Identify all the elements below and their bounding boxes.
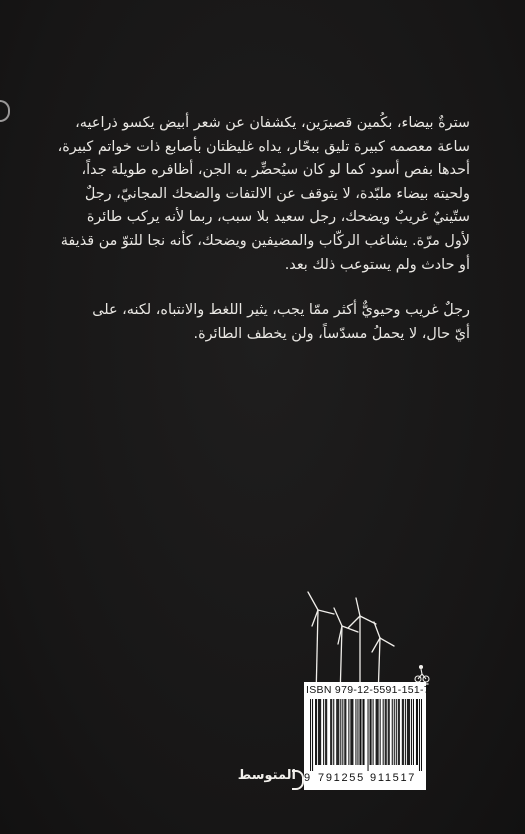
barcode-bar <box>378 699 379 765</box>
barcode-bar <box>373 699 374 765</box>
barcode-bar <box>407 699 408 765</box>
barcode-bar <box>394 699 395 765</box>
barcode-bar <box>413 699 414 765</box>
barcode-bar <box>318 699 319 765</box>
barcode-bar <box>380 699 381 765</box>
blurb-line: أحدها بفص أسود كما لو كان سيُحضِّر به الجن، أظافره طويلة جداً، <box>81 162 470 179</box>
barcode-bar <box>337 699 338 765</box>
blurb-line: أو حادث ولم يستوعب ذلك بعد. <box>284 256 470 273</box>
barcode-bar <box>392 699 393 765</box>
barcode-bar <box>333 699 334 765</box>
barcode-digits-group-2: 911517 <box>370 772 417 784</box>
barcode-bar <box>325 699 326 765</box>
barcode-bar <box>323 699 324 765</box>
isbn-label: ISBN 979-12-5591-151-7 <box>306 684 430 696</box>
blurb-line: ستّينيٌ غريبٌ ويضحك، رجل سعيد بلا سبب، ربما لأنه يركب طائرة <box>86 209 470 226</box>
barcode-bar <box>411 699 412 765</box>
barcode-bar <box>371 699 372 765</box>
blurb-line: أيّ حال، لا يحملُ مسدّساً، ولن يخطف الطائرة. <box>193 325 470 342</box>
barcode-bar <box>376 699 377 765</box>
barcode-bar <box>398 699 399 765</box>
barcode-bar <box>331 699 332 765</box>
barcode-bar <box>319 699 320 765</box>
barcode-bar <box>386 699 387 765</box>
barcode-bar <box>377 699 378 765</box>
barcode-bar <box>368 699 369 771</box>
barcode-bar <box>316 699 317 765</box>
barcode-bar <box>355 699 356 765</box>
barcode-bar <box>383 699 384 765</box>
blurb-line: رجلٌ غريب وحيويٌّ أكثر ممّا يجب، يثير اللغط والانتباه، لكنه، على <box>92 302 470 319</box>
blurb-line: ساعة معصمه كبيرة تليق ببحّار، يداه غليظتان بأصابع ذات خواتم كبيرة، <box>57 138 470 155</box>
barcode-bar <box>359 699 360 765</box>
barcode-bar <box>370 699 371 765</box>
blurb-line: سترةٌ بيضاء، بكُمين قصيرَين، يكشفان عن شعر أبيض يكسو ذراعيه، <box>75 115 470 131</box>
barcode-bar <box>389 699 390 765</box>
barcode-bar <box>419 699 420 771</box>
barcode-bar <box>340 699 341 765</box>
barcode-bar <box>330 699 331 765</box>
publisher-logo-text: المتوسط <box>237 768 296 783</box>
barcode-bar <box>350 699 351 765</box>
barcode-bar <box>336 699 337 765</box>
barcode-bar <box>399 699 400 765</box>
barcode-bar <box>396 699 397 765</box>
barcode-digit-first: 9 <box>304 772 311 784</box>
barcode-digits-group-1: 791255 <box>318 772 365 784</box>
blurb-paragraph-2 <box>52 299 470 346</box>
barcode-bars <box>310 699 422 771</box>
blurb-text <box>52 112 470 346</box>
blurb-line: ولحيته بيضاء ملبّدة، لا يتوقف عن الالتفات والضحك المجانيّ، رجلٌ <box>84 185 470 202</box>
publisher-mark-edge <box>0 100 10 122</box>
barcode-bar <box>408 699 409 765</box>
barcode-bar <box>342 699 343 765</box>
blurb-paragraph-1 <box>52 112 470 277</box>
barcode-bar <box>345 699 346 765</box>
barcode-bar <box>409 699 410 765</box>
barcode-bar <box>405 699 406 765</box>
blurb-line: لأول مرّة. يشاغب الركّاب والمضيفين ويضحك، كأنه نجا للتوّ من قذيفة <box>60 232 470 249</box>
barcode-bar <box>357 699 358 765</box>
barcode-bar <box>417 699 418 765</box>
barcode-bar <box>360 699 361 765</box>
barcode-bar <box>363 699 364 765</box>
barcode-bar <box>320 699 321 765</box>
publisher-logo-mark <box>292 770 304 790</box>
barcode-bar <box>352 699 353 765</box>
barcode-bar <box>416 699 417 765</box>
barcode-bar <box>362 699 363 765</box>
barcode-bar <box>403 699 404 765</box>
barcode-bar <box>338 699 339 765</box>
barcode-bar <box>351 699 352 765</box>
barcode-bar <box>315 699 316 765</box>
barcode-bar <box>421 699 422 771</box>
barcode-bar <box>385 699 386 765</box>
barcode-bar <box>348 699 349 765</box>
barcode-bar <box>310 699 311 771</box>
barcode-bar <box>326 699 327 765</box>
barcode-bar <box>344 699 345 765</box>
isbn-barcode <box>304 682 430 790</box>
barcode-bar <box>312 699 313 771</box>
barcode-bar <box>402 699 403 765</box>
barcode-bar <box>388 699 389 765</box>
